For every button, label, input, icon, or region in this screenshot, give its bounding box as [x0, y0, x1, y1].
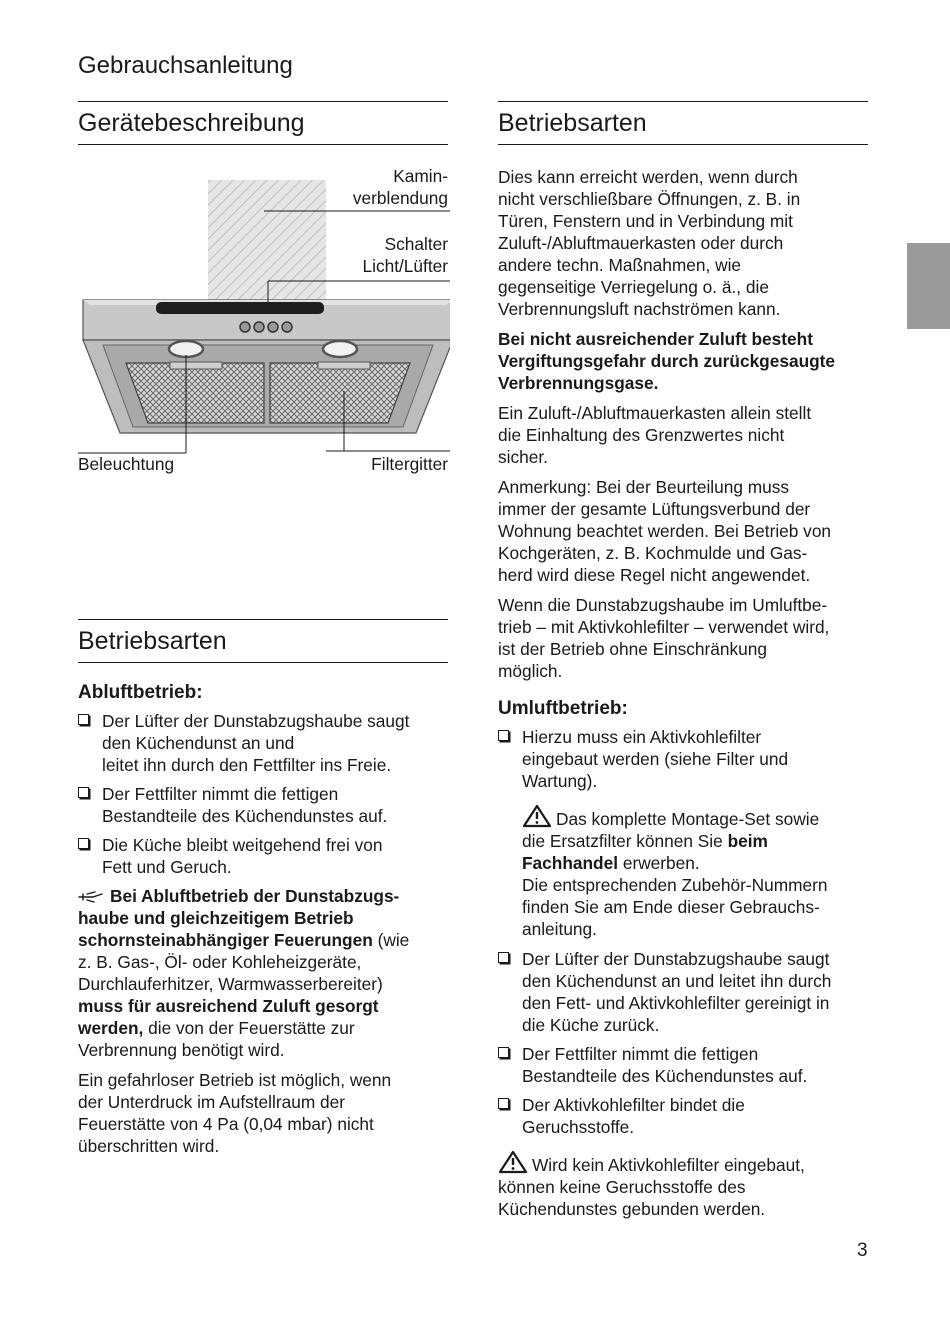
list-line: leitet ihn durch den Fettfilter ins Freie. — [102, 755, 392, 775]
note-line: Verbrennung benötigt wird. — [78, 1040, 285, 1060]
paragraph-line: Feuerstätte von 4 Pa (0,04 mbar) nicht — [78, 1114, 374, 1134]
paragraph-line: Verbrennungsluft nachströmen kann. — [498, 299, 781, 319]
hood-diagram — [78, 165, 450, 485]
abluft-title: Abluftbetrieb: — [78, 682, 203, 703]
list-line: den Küchendunst an und leitet ihn durch — [522, 971, 832, 991]
checkbox-bullet-icon — [498, 1047, 509, 1058]
paragraph-line: die Einhaltung des Grenzwertes nicht — [498, 425, 785, 445]
light — [323, 341, 357, 357]
light — [169, 341, 203, 357]
list-line: Hierzu muss ein Aktivkohlefilter — [522, 727, 762, 747]
list-item — [498, 1094, 868, 1138]
paragraph-line: Türen, Fenstern und in Verbindung mit — [498, 211, 793, 231]
list-item — [78, 710, 448, 776]
warning-line: finden Sie am Ende dieser Gebrauchs- — [522, 897, 820, 917]
pointing-hand-icon — [78, 890, 104, 904]
checkbox-bullet-icon — [78, 838, 89, 849]
abluft-note — [78, 885, 448, 1061]
list-line: die Küche zurück. — [522, 1015, 660, 1035]
control-button — [240, 322, 250, 332]
note-line: Bei Abluftbetrieb der Dunstabzugs- — [110, 886, 400, 906]
paragraph-line: Bei nicht ausreichender Zuluft besteht — [498, 329, 813, 349]
warning-line: können keine Geruchsstoffe des — [498, 1177, 746, 1197]
label-beleuchtung: Beleuchtung — [78, 454, 175, 474]
list-line: Der Fettfilter nimmt die fettigen — [522, 1044, 759, 1064]
list-line: Wartung). — [522, 771, 598, 791]
list-line: den Küchendunst an und — [102, 733, 295, 753]
control-button — [254, 322, 264, 332]
paragraph-line: der Unterdruck im Aufstellraum der — [78, 1092, 345, 1112]
grease-filter — [126, 363, 264, 423]
paragraph-line: immer der gesamte Lüftungsverbund der — [498, 499, 811, 519]
grease-filter — [270, 363, 410, 423]
chapter-tab — [907, 243, 950, 329]
gefahrlos-paragraph — [78, 1069, 448, 1157]
warning-line: Wird kein Aktivkohlefilter eingebaut, — [532, 1155, 805, 1175]
list-line: eingebaut werden (siehe Filter und — [522, 749, 789, 769]
paragraph-line: ist der Betrieb ohne Einschränkung — [498, 639, 767, 659]
list-line: Die Küche bleibt weitgehend frei von — [102, 835, 383, 855]
warning-line: Die entsprechenden Zubehör-Nummern — [522, 875, 828, 895]
paragraph-line: Anmerkung: Bei der Beurteilung muss — [498, 477, 790, 497]
paragraph-line: Wenn die Dunstabzugshaube im Umluftbe- — [498, 595, 828, 615]
warning-line: beim — [727, 831, 768, 851]
label-kamin-line: verblendung — [352, 188, 448, 208]
section-title-betriebsarten: Betriebsarten — [78, 619, 448, 663]
warning-line: die Ersatzfilter können Sie — [522, 831, 728, 851]
paragraph-line: trieb – mit Aktivkohlefilter – verwendet wird, — [498, 617, 830, 637]
left-column — [78, 101, 448, 145]
list-line: Der Fettfilter nimmt die fettigen — [102, 784, 339, 804]
paragraph-line: Zuluft-/Abluftmauerkasten oder durch — [498, 233, 784, 253]
label-schalter-line: Schalter — [384, 234, 448, 254]
label-filtergitter: Filtergitter — [371, 454, 448, 474]
note-line: schornsteinabhängiger Feuerungen — [78, 930, 373, 950]
list-line: Der Aktivkohlefilter bindet die — [522, 1095, 745, 1115]
paragraph-line: gegenseitige Verriegelung o. ä., die — [498, 277, 769, 297]
list-item — [78, 783, 448, 827]
paragraph-line: herd wird diese Regel nicht angewendet. — [498, 565, 811, 585]
paragraph-line: Verbrennungsgase. — [498, 373, 659, 393]
note-line: Durchlauferhitzer, Warmwasserbereiter) — [78, 974, 383, 994]
paragraph-line: möglich. — [498, 661, 563, 681]
list-item — [498, 1043, 868, 1087]
paragraph-line: nicht verschließbare Öffnungen, z. B. in — [498, 189, 801, 209]
anmerkung-paragraph — [498, 476, 868, 586]
paragraph-line: andere techn. Maßnahmen, wie — [498, 255, 742, 275]
label-kamin-line: Kamin- — [393, 166, 448, 186]
checkbox-bullet-icon — [78, 714, 89, 725]
note-line: muss für ausreichend Zuluft gesorgt — [78, 996, 379, 1016]
chimney-cover — [208, 180, 326, 305]
intro-paragraph — [498, 166, 868, 320]
paragraph-line: Kochgeräten, z. B. Kochmulde und Gas- — [498, 543, 808, 563]
paragraph-line: Ein Zuluft-/Abluftmauerkasten allein stellt — [498, 403, 812, 423]
label-kamin — [353, 165, 448, 209]
control-strip — [156, 302, 324, 314]
checkbox-bullet-icon — [78, 787, 89, 798]
range-hood-illustration — [78, 165, 450, 485]
warning-montage-set — [498, 804, 868, 940]
list-line: Geruchsstoffe. — [522, 1117, 635, 1137]
section-title-geraetebeschreibung: Gerätebeschreibung — [78, 101, 448, 145]
bold-warning — [498, 328, 868, 394]
list-line: Der Lüfter der Dunstabzugshaube saugt — [102, 711, 410, 731]
control-button — [282, 322, 292, 332]
list-item — [498, 948, 868, 1036]
mauerkasten-paragraph — [498, 402, 868, 468]
note-line: (wie — [372, 930, 410, 950]
label-schalter — [363, 233, 449, 277]
note-line: haube und gleichzeitigem Betrieb — [78, 908, 354, 928]
list-line: Der Lüfter der Dunstabzugshaube saugt — [522, 949, 830, 969]
paragraph-line: Dies kann erreicht werden, wenn durch — [498, 167, 798, 187]
paragraph-line: überschritten wird. — [78, 1136, 220, 1156]
paragraph-line: Ein gefahrloser Betrieb ist möglich, wenn — [78, 1070, 392, 1090]
note-line: werden, — [78, 1018, 144, 1038]
warning-line: erwerben. — [618, 853, 700, 873]
warning-line: Fachhandel — [522, 853, 619, 873]
note-line: die von der Feuerstätte zur — [143, 1018, 355, 1038]
warning-triangle-icon — [498, 1150, 528, 1174]
section-title-betriebsarten-right: Betriebsarten — [498, 101, 868, 145]
list-line: Fett und Geruch. — [102, 857, 232, 877]
warning-aktivkohle — [498, 1150, 868, 1220]
list-line: Bestandteile des Küchendunstes auf. — [522, 1066, 808, 1086]
paragraph-line: Wohnung beachtet werden. Bei Betrieb von — [498, 521, 832, 541]
list-line: Bestandteile des Küchendunstes auf. — [102, 806, 388, 826]
umluft-title: Umluftbetrieb: — [498, 698, 628, 719]
umluft-intro-paragraph — [498, 594, 868, 682]
label-schalter-line: Licht/Lüfter — [362, 256, 448, 276]
left-column-lower — [78, 619, 448, 1165]
checkbox-bullet-icon — [498, 1098, 509, 1109]
list-item — [78, 834, 448, 878]
list-item — [498, 726, 868, 792]
list-line: den Fett- und Aktivkohlefilter gereinigt in — [522, 993, 830, 1013]
control-button — [268, 322, 278, 332]
right-column — [498, 101, 868, 1228]
warning-triangle-icon — [522, 804, 552, 828]
warning-line: anleitung. — [522, 919, 597, 939]
paragraph-line: sicher. — [498, 447, 548, 467]
note-line: z. B. Gas-, Öl- oder Kohleheizgeräte, — [78, 952, 362, 972]
page-number: 3 — [857, 1240, 868, 1261]
checkbox-bullet-icon — [498, 952, 509, 963]
warning-line: Küchendunstes gebunden werden. — [498, 1199, 766, 1219]
paragraph-line: Vergiftungsgefahr durch zurückgesaugte — [498, 351, 836, 371]
checkbox-bullet-icon — [498, 730, 509, 741]
warning-line: Das komplette Montage-Set sowie — [556, 809, 820, 829]
page-header: Gebrauchsanleitung — [78, 52, 293, 79]
